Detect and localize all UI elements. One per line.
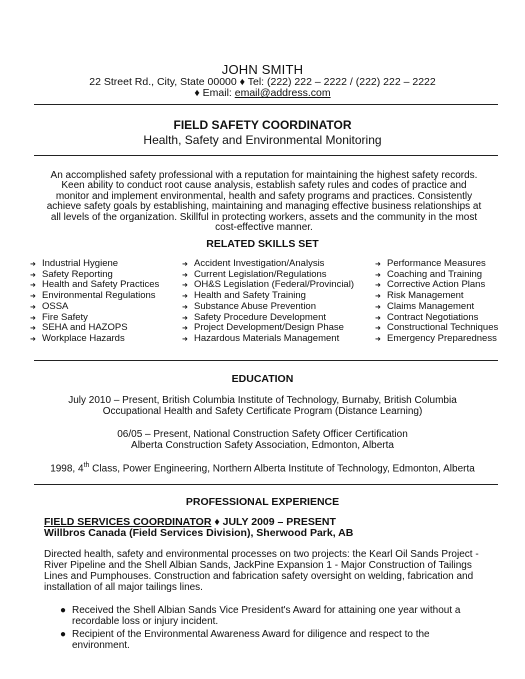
achievement-item: ● Recipient of the Environmental Awareness Award for diligence and respect to the environment. (60, 629, 430, 651)
ordinal-suffix: th (83, 462, 90, 469)
education-detail: Class, Power Engineering, Northern Alberta Institute of Technology, Edmonton, Alberta (89, 463, 475, 475)
skill-item: ➜ Risk Management (375, 291, 498, 302)
education-line (0, 462, 525, 474)
skill-item: ➜ Project Development/Design Phase (182, 323, 354, 334)
job-description: Directed health, safety and environmental processes on two projects: the Kearl Oil Sands Project - River Pipeline and the Shell Albian Sands, JackPine Expansion 1 - Major Construction of Tailings Lines and Pumphouses. Construction and fabrication safety oversight on welding, fabrication and installation of all major tailings lines. (44, 549, 479, 593)
education-line: 06/05 – Present, National Construction Safety Officer Certification (117, 429, 408, 440)
employer: Willbros Canada (Field Services Division), Sherwood Park, AB (44, 527, 354, 539)
skill-item: ➜ Corrective Action Plans (375, 280, 498, 291)
education-heading: EDUCATION (231, 373, 294, 385)
skill-item: ➜ Environmental Regulations (30, 291, 159, 302)
job-target-title: FIELD SAFETY COORDINATOR (173, 118, 352, 132)
job-target-subtitle: Health, Safety and Environmental Monitoring (143, 133, 382, 147)
skill-item: ➜ Safety Procedure Development (182, 313, 354, 324)
education-divider (34, 484, 498, 485)
skill-item: ➜ Claims Management (375, 302, 498, 313)
header-divider (34, 104, 498, 105)
candidate-name: JOHN SMITH (221, 62, 304, 77)
education-line: Alberta Construction Safety Association, Edmonton, Alberta (131, 440, 394, 451)
professional-summary: An accomplished safety professional with a reputation for maintaining the highest safety records. Keen ability to conduct root cause analysis, establish safety rules and codes of practice and monitor and implement environmental, health and safety programs and practices. Consistently achieve safety goals by establishing, maintaining and managing effective business relationships at all levels of the organization. Skillful in protecting workers, assets and the community in the most cost-effective manner. (46, 170, 482, 234)
skills-column-2 (182, 259, 354, 345)
skill-item: ➜ Emergency Preparedness (375, 334, 498, 345)
skill-item: ➜ Safety Reporting (30, 270, 159, 281)
skill-item: ➜ Workplace Hazards (30, 334, 159, 345)
education-year: 1998, 4 (50, 463, 84, 475)
bullet-icon: ● (60, 629, 67, 640)
skill-item: ➜ Contract Negotiations (375, 313, 498, 324)
skill-item: ➜ Fire Safety (30, 313, 159, 324)
education-line: Occupational Health and Safety Certificate Program (Distance Learning) (102, 406, 423, 417)
skill-item: ➜ OSSA (30, 302, 159, 313)
email-link[interactable]: email@address.com (234, 87, 331, 99)
skill-item: ➜ Hazardous Materials Management (182, 334, 354, 345)
experience-heading: PROFESSIONAL EXPERIENCE (185, 496, 340, 508)
job-title: FIELD SERVICES COORDINATOR (44, 516, 212, 528)
skill-item: ➜ OH&S Legislation (Federal/Provincial) (182, 280, 354, 291)
skill-item: ➜ Industrial Hygiene (30, 259, 159, 270)
skill-item: ➜ Health and Safety Training (182, 291, 354, 302)
skills-heading: RELATED SKILLS SET (206, 238, 319, 250)
skill-item: ➜ Current Legislation/Regulations (182, 270, 354, 281)
contact-line: 22 Street Rd., City, State 00000 ♦ Tel: (222) 222 – 2222 / (222) 222 – 2222 (89, 76, 436, 88)
title-divider (34, 155, 498, 156)
achievement-item: ● Received the Shell Albian Sands Vice President's Award for attaining one year without a recordable loss or injury incident. (60, 605, 461, 627)
skills-column-1 (30, 259, 159, 345)
skills-divider (34, 360, 498, 361)
email-line (0, 87, 525, 99)
email-label: ♦ Email: (194, 87, 235, 99)
skill-item: ➜ SEHA and HAZOPS (30, 323, 159, 334)
skill-item: ➜ Coaching and Training (375, 270, 498, 281)
skill-item: ➜ Health and Safety Practices (30, 280, 159, 291)
skill-item: ➜ Constructional Techniques (375, 323, 498, 334)
bullet-icon: ● (60, 605, 67, 616)
education-line: July 2010 – Present, British Columbia Institute of Technology, Burnaby, British Columbia (68, 395, 457, 406)
achievement-list (60, 605, 490, 653)
skill-item: ➜ Performance Measures (375, 259, 498, 270)
skills-column-3 (375, 259, 498, 345)
skill-item: ➜ Accident Investigation/Analysis (182, 259, 354, 270)
skill-item: ➜ Substance Abuse Prevention (182, 302, 354, 313)
job-dates: ♦ JULY 2009 – PRESENT (211, 516, 336, 528)
